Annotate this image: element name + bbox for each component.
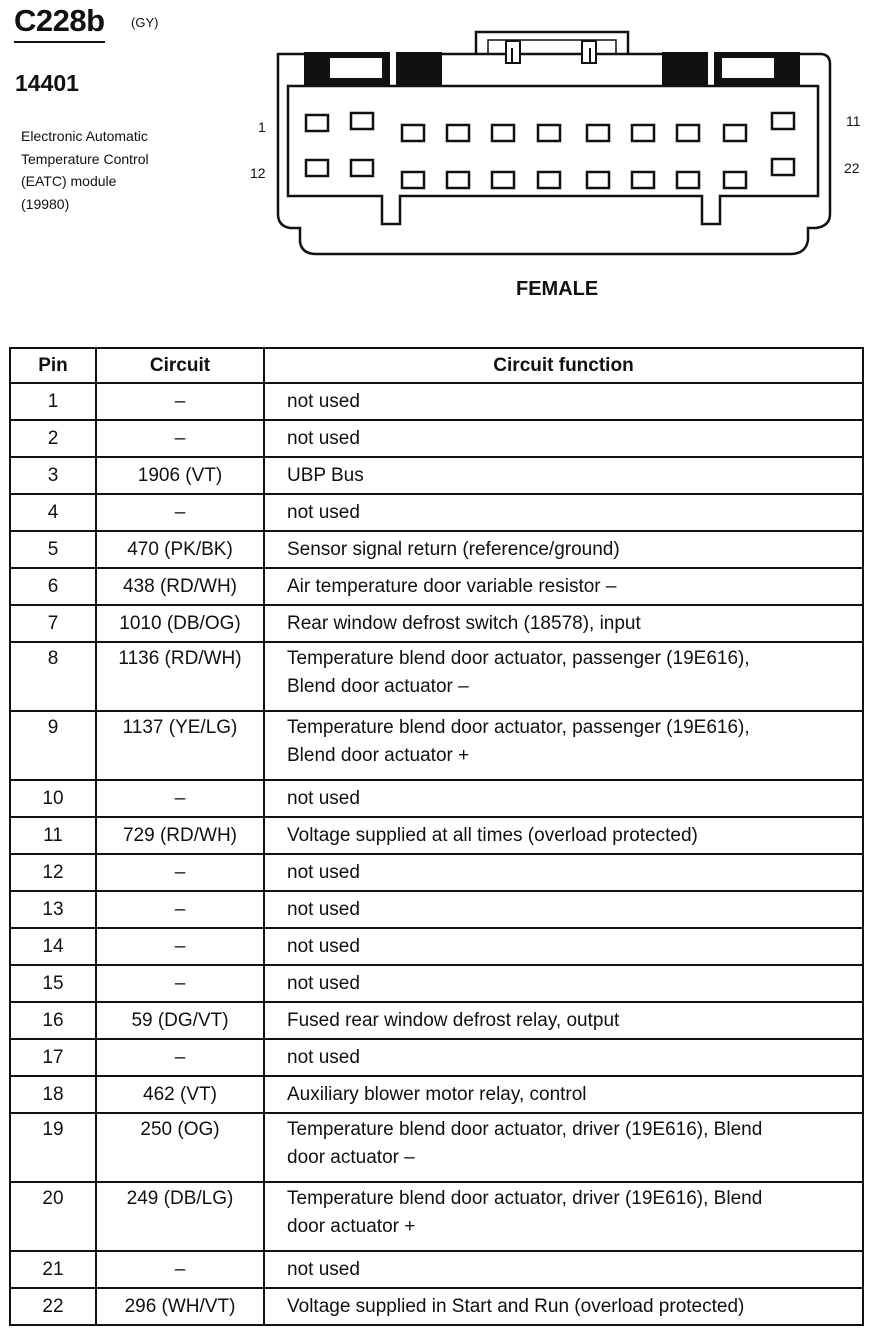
table-row xyxy=(10,1251,863,1288)
circuit-code: 296 (WH/VT) xyxy=(96,1288,264,1325)
table-row xyxy=(10,642,863,711)
pinout-table xyxy=(9,347,864,1326)
description-line: Electronic Automatic xyxy=(21,128,148,144)
table-header xyxy=(10,348,863,383)
table-row xyxy=(10,531,863,568)
circuit-function xyxy=(264,1113,863,1182)
function-text: Voltage supplied in Start and Run (overload protected) xyxy=(287,1295,745,1317)
function-text-continued: door actuator – xyxy=(287,1147,415,1168)
function-text: Auxiliary blower motor relay, control xyxy=(287,1083,587,1105)
connector-color: (GY) xyxy=(131,15,159,30)
pin-number: 9 xyxy=(10,711,96,780)
circuit-code: – xyxy=(96,891,264,928)
table-row xyxy=(10,854,863,891)
pin-number: 16 xyxy=(10,1002,96,1039)
pin-number: 3 xyxy=(10,457,96,494)
circuit-code: – xyxy=(96,420,264,457)
function-text: not used xyxy=(287,501,360,523)
pin-number: 21 xyxy=(10,1251,96,1288)
table-row xyxy=(10,891,863,928)
circuit-code: – xyxy=(96,494,264,531)
function-text: Temperature blend door actuator, driver (19E616), Blend xyxy=(287,1188,763,1209)
function-text: Air temperature door variable resistor – xyxy=(287,575,617,597)
function-text: Rear window defrost switch (18578), input xyxy=(287,612,641,634)
circuit-code: – xyxy=(96,965,264,1002)
pin-number: 15 xyxy=(10,965,96,1002)
pin-label-1: 1 xyxy=(258,119,266,135)
circuit-code: 462 (VT) xyxy=(96,1076,264,1113)
table-row xyxy=(10,1076,863,1113)
circuit-code: 250 (OG) xyxy=(96,1113,264,1182)
circuit-function xyxy=(264,965,863,1002)
pin-number: 20 xyxy=(10,1182,96,1251)
table-row xyxy=(10,1288,863,1325)
circuit-function xyxy=(264,1182,863,1251)
pin-number: 5 xyxy=(10,531,96,568)
circuit-code: 438 (RD/WH) xyxy=(96,568,264,605)
circuit-function xyxy=(264,891,863,928)
function-text: UBP Bus xyxy=(287,464,364,486)
table-row xyxy=(10,605,863,642)
table-row xyxy=(10,568,863,605)
table-row xyxy=(10,1113,863,1182)
table-row xyxy=(10,817,863,854)
table-row xyxy=(10,1002,863,1039)
pin-number: 18 xyxy=(10,1076,96,1113)
circuit-function xyxy=(264,531,863,568)
pin-number: 1 xyxy=(10,383,96,420)
circuit-function xyxy=(264,1039,863,1076)
table-row xyxy=(10,1039,863,1076)
circuit-code: 470 (PK/BK) xyxy=(96,531,264,568)
function-text: Voltage supplied at all times (overload protected) xyxy=(287,824,698,846)
circuit-function xyxy=(264,494,863,531)
function-text: not used xyxy=(287,390,360,412)
function-text: not used xyxy=(287,935,360,957)
circuit-function xyxy=(264,854,863,891)
pin-header: Pin xyxy=(10,348,96,383)
pin-number: 22 xyxy=(10,1288,96,1325)
function-text: not used xyxy=(287,861,360,883)
table-row xyxy=(10,1182,863,1251)
description-line: Temperature Control xyxy=(21,150,149,167)
circuit-function xyxy=(264,605,863,642)
function-text: not used xyxy=(287,1258,360,1280)
table-row xyxy=(10,928,863,965)
pin-number: 19 xyxy=(10,1113,96,1182)
circuit-code: – xyxy=(96,383,264,420)
function-text: not used xyxy=(287,1046,360,1068)
pin-number: 12 xyxy=(10,854,96,891)
pin-number: 11 xyxy=(10,817,96,854)
circuit-function xyxy=(264,1251,863,1288)
circuit-code: – xyxy=(96,854,264,891)
function-text: not used xyxy=(287,898,360,920)
circuit-function xyxy=(264,1076,863,1113)
lock-tab xyxy=(476,32,628,54)
function-text: Temperature blend door actuator, driver (19E616), Blend xyxy=(287,1119,763,1140)
function-header: Circuit function xyxy=(264,348,863,383)
pin-label-12: 12 xyxy=(250,165,266,181)
table-row xyxy=(10,420,863,457)
circuit-code: 59 (DG/VT) xyxy=(96,1002,264,1039)
function-text: Fused rear window defrost relay, output xyxy=(287,1009,620,1031)
pin-number: 6 xyxy=(10,568,96,605)
circuit-function xyxy=(264,711,863,780)
circuit-function xyxy=(264,1288,863,1325)
circuit-function xyxy=(264,1002,863,1039)
table-row xyxy=(10,711,863,780)
circuit-function xyxy=(264,642,863,711)
table-row xyxy=(10,965,863,1002)
module-description xyxy=(21,125,149,215)
pin-number: 7 xyxy=(10,605,96,642)
function-text: Temperature blend door actuator, passenger (19E616), xyxy=(287,648,750,669)
pin-number: 13 xyxy=(10,891,96,928)
circuit-code: – xyxy=(96,1251,264,1288)
function-text-continued: Blend door actuator – xyxy=(287,676,469,697)
function-text: not used xyxy=(287,427,360,449)
function-text: not used xyxy=(287,787,360,809)
circuit-code: 1137 (YE/LG) xyxy=(96,711,264,780)
view-label: FEMALE xyxy=(516,278,599,300)
circuit-code: 1010 (DB/OG) xyxy=(96,605,264,642)
circuit-function xyxy=(264,568,863,605)
circuit-header: Circuit xyxy=(96,348,264,383)
connector-diagram xyxy=(250,28,870,260)
table-row xyxy=(10,494,863,531)
circuit-function xyxy=(264,817,863,854)
description-line: (EATC) module xyxy=(21,173,117,189)
pin-number: 17 xyxy=(10,1039,96,1076)
table-row xyxy=(10,780,863,817)
table-row xyxy=(10,457,863,494)
circuit-function xyxy=(264,780,863,817)
table-row xyxy=(10,383,863,420)
description-line: (19980) xyxy=(21,195,70,212)
circuit-code: – xyxy=(96,1039,264,1076)
connector-face xyxy=(288,86,818,224)
circuit-code: 249 (DB/LG) xyxy=(96,1182,264,1251)
pin-number: 4 xyxy=(10,494,96,531)
circuit-code: 1906 (VT) xyxy=(96,457,264,494)
circuit-code: 1136 (RD/WH) xyxy=(96,642,264,711)
circuit-function xyxy=(264,383,863,420)
circuit-code: – xyxy=(96,780,264,817)
circuit-code: – xyxy=(96,928,264,965)
circuit-code: 729 (RD/WH) xyxy=(96,817,264,854)
circuit-function xyxy=(264,457,863,494)
circuit-function xyxy=(264,420,863,457)
function-text-continued: door actuator + xyxy=(287,1216,416,1237)
part-number: 14401 xyxy=(15,70,79,96)
function-text-continued: Blend door actuator + xyxy=(287,745,470,766)
circuit-function xyxy=(264,928,863,965)
function-text: Sensor signal return (reference/ground) xyxy=(287,538,620,560)
pin-label-22: 22 xyxy=(844,160,860,176)
connector-id: C228b xyxy=(14,4,105,43)
pin-number: 14 xyxy=(10,928,96,965)
function-text: Temperature blend door actuator, passenger (19E616), xyxy=(287,717,750,738)
pin-number: 10 xyxy=(10,780,96,817)
function-text: not used xyxy=(287,972,360,994)
pin-number: 8 xyxy=(10,642,96,711)
pin-label-11: 11 xyxy=(846,113,861,129)
pin-number: 2 xyxy=(10,420,96,457)
